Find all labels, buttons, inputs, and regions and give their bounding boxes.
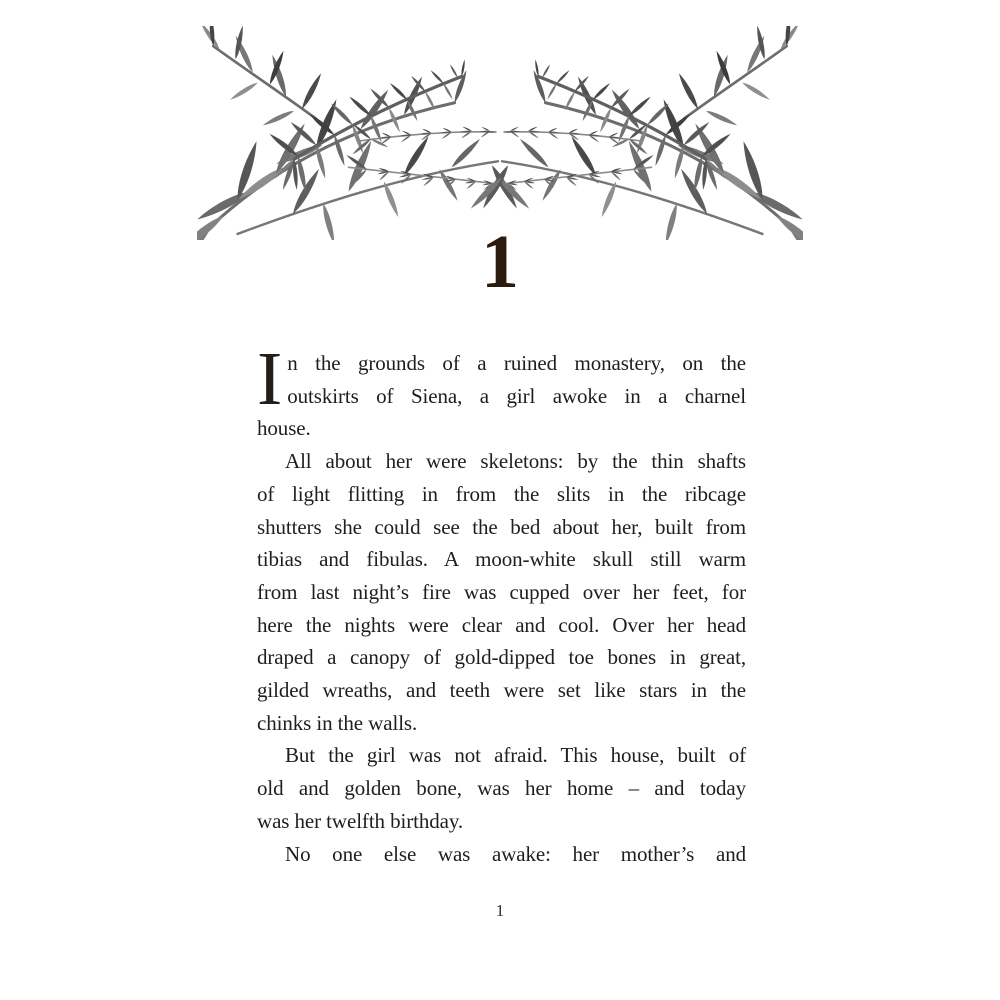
text-line: shutters she could see the bed about her, built from <box>257 514 746 539</box>
text-line: of light flitting in from the slits in the ribcage <box>257 481 746 506</box>
text-line: gilded wreaths, and teeth were set like stars in the <box>257 678 746 703</box>
text-line: But the girl was not afraid. This house, built of <box>285 743 746 768</box>
text-line: was her twelfth birthday. <box>257 808 464 833</box>
text-line: tibias and fibulas. A moon-white skull still warm <box>257 547 746 572</box>
paragraph <box>257 838 746 871</box>
body-text <box>257 337 746 870</box>
text-line: n the grounds of a ruined monastery, on the <box>287 351 746 375</box>
text-line: All about her were skeletons: by the thin shafts <box>285 449 746 474</box>
text-line: from last night’s fire was cupped over her feet, for <box>257 579 746 604</box>
text-line: old and golden bone, was her home – and today <box>257 776 746 801</box>
page-number: 1 <box>495 901 505 920</box>
text-line: outskirts of Siena, a girl awoke in a charnel <box>287 383 746 408</box>
text-line: house. <box>257 416 311 441</box>
text-line: chinks in the walls. <box>257 710 418 735</box>
paragraph <box>257 739 746 837</box>
text-line: here the nights were clear and cool. Over her head <box>257 612 746 637</box>
text-line: No one else was awake: her mother’s and <box>285 841 746 866</box>
botanical-ornament-illustration <box>197 26 803 240</box>
text-line: draped a canopy of gold-dipped toe bones in great, <box>257 645 746 670</box>
drop-cap: I <box>257 337 283 421</box>
chapter-number: 1 <box>481 220 519 304</box>
paragraph <box>257 445 746 739</box>
paragraph <box>257 337 746 445</box>
